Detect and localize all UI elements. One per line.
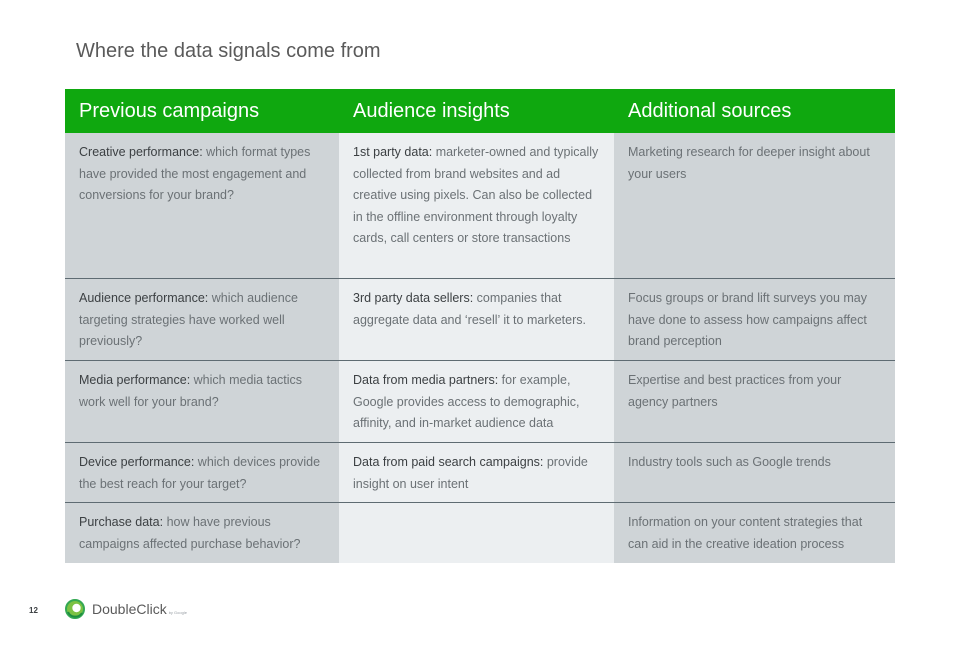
- table-cell: [65, 443, 339, 503]
- cell-text: Information on your content strategies that can aid in the creative ideation process: [628, 515, 863, 551]
- table-cell: [339, 361, 614, 443]
- page-number: 12: [29, 606, 38, 615]
- cell-lead: Audience performance:: [79, 291, 209, 305]
- table-cell: [65, 503, 339, 563]
- page-title: Where the data signals come from: [76, 40, 381, 62]
- cell-text: Industry tools such as Google trends: [628, 455, 831, 469]
- cell-text: Focus groups or brand lift surveys you may have done to assess how campaigns affect brand perception: [628, 291, 867, 349]
- header-audience-insights: Audience insights: [339, 89, 614, 133]
- table-cell: [65, 133, 339, 279]
- brand-sub: by Google: [168, 609, 187, 615]
- cell-text: which audience targeting strategies have worked well previously?: [79, 291, 298, 349]
- cell-lead: Data from media partners:: [353, 373, 499, 387]
- header-additional-sources: Additional sources: [614, 89, 895, 133]
- table-cell: [614, 279, 895, 361]
- cell-lead: Purchase data:: [79, 515, 164, 529]
- cell-lead: Data from paid search campaigns:: [353, 455, 544, 469]
- doubleclick-logo: [64, 599, 187, 619]
- cell-lead: Device performance:: [79, 455, 195, 469]
- cell-lead: Media performance:: [79, 373, 191, 387]
- table-cell: [614, 361, 895, 443]
- cell-text: how have previous campaigns affected purchase behavior?: [79, 515, 301, 551]
- cell-text: which media tactics work well for your brand?: [79, 373, 303, 409]
- cell-text: for example, Google provides access to demographic, affinity, and in-market audience data: [353, 373, 580, 431]
- table-cell: [65, 279, 339, 361]
- cell-lead: Creative performance:: [79, 145, 203, 159]
- cell-text: marketer-owned and typically collected from brand websites and ad creative using pixels. Can also be collected in the offline environment through loyalty cards, call centers or store transactions: [353, 145, 599, 246]
- table-cell: [614, 503, 895, 563]
- header-previous-campaigns: Previous campaigns: [65, 89, 339, 133]
- table-cell: [614, 133, 895, 279]
- doubleclick-logo-icon: [64, 599, 86, 619]
- cell-text: Expertise and best practices from your agency partners: [628, 373, 842, 409]
- cell-text: which format types have provided the most engagement and conversions for your brand?: [79, 145, 311, 203]
- cell-text: which devices provide the best reach for your target?: [79, 455, 321, 491]
- table-cell-empty: [339, 503, 614, 563]
- cell-text: companies that aggregate data and ‘resell’ it to marketers.: [353, 291, 586, 327]
- table-cell: [339, 133, 614, 279]
- cell-lead: 3rd party data sellers:: [353, 291, 474, 305]
- cell-lead: 1st party data:: [353, 145, 433, 159]
- cell-text: Marketing research for deeper insight about your users: [628, 145, 870, 181]
- table-cell: [339, 279, 614, 361]
- table-cell: [614, 443, 895, 503]
- brand-name: DoubleClick: [92, 601, 167, 617]
- data-signals-table: [65, 89, 895, 563]
- table-cell: [65, 361, 339, 443]
- table-cell: [339, 443, 614, 503]
- cell-text: provide insight on user intent: [353, 455, 588, 491]
